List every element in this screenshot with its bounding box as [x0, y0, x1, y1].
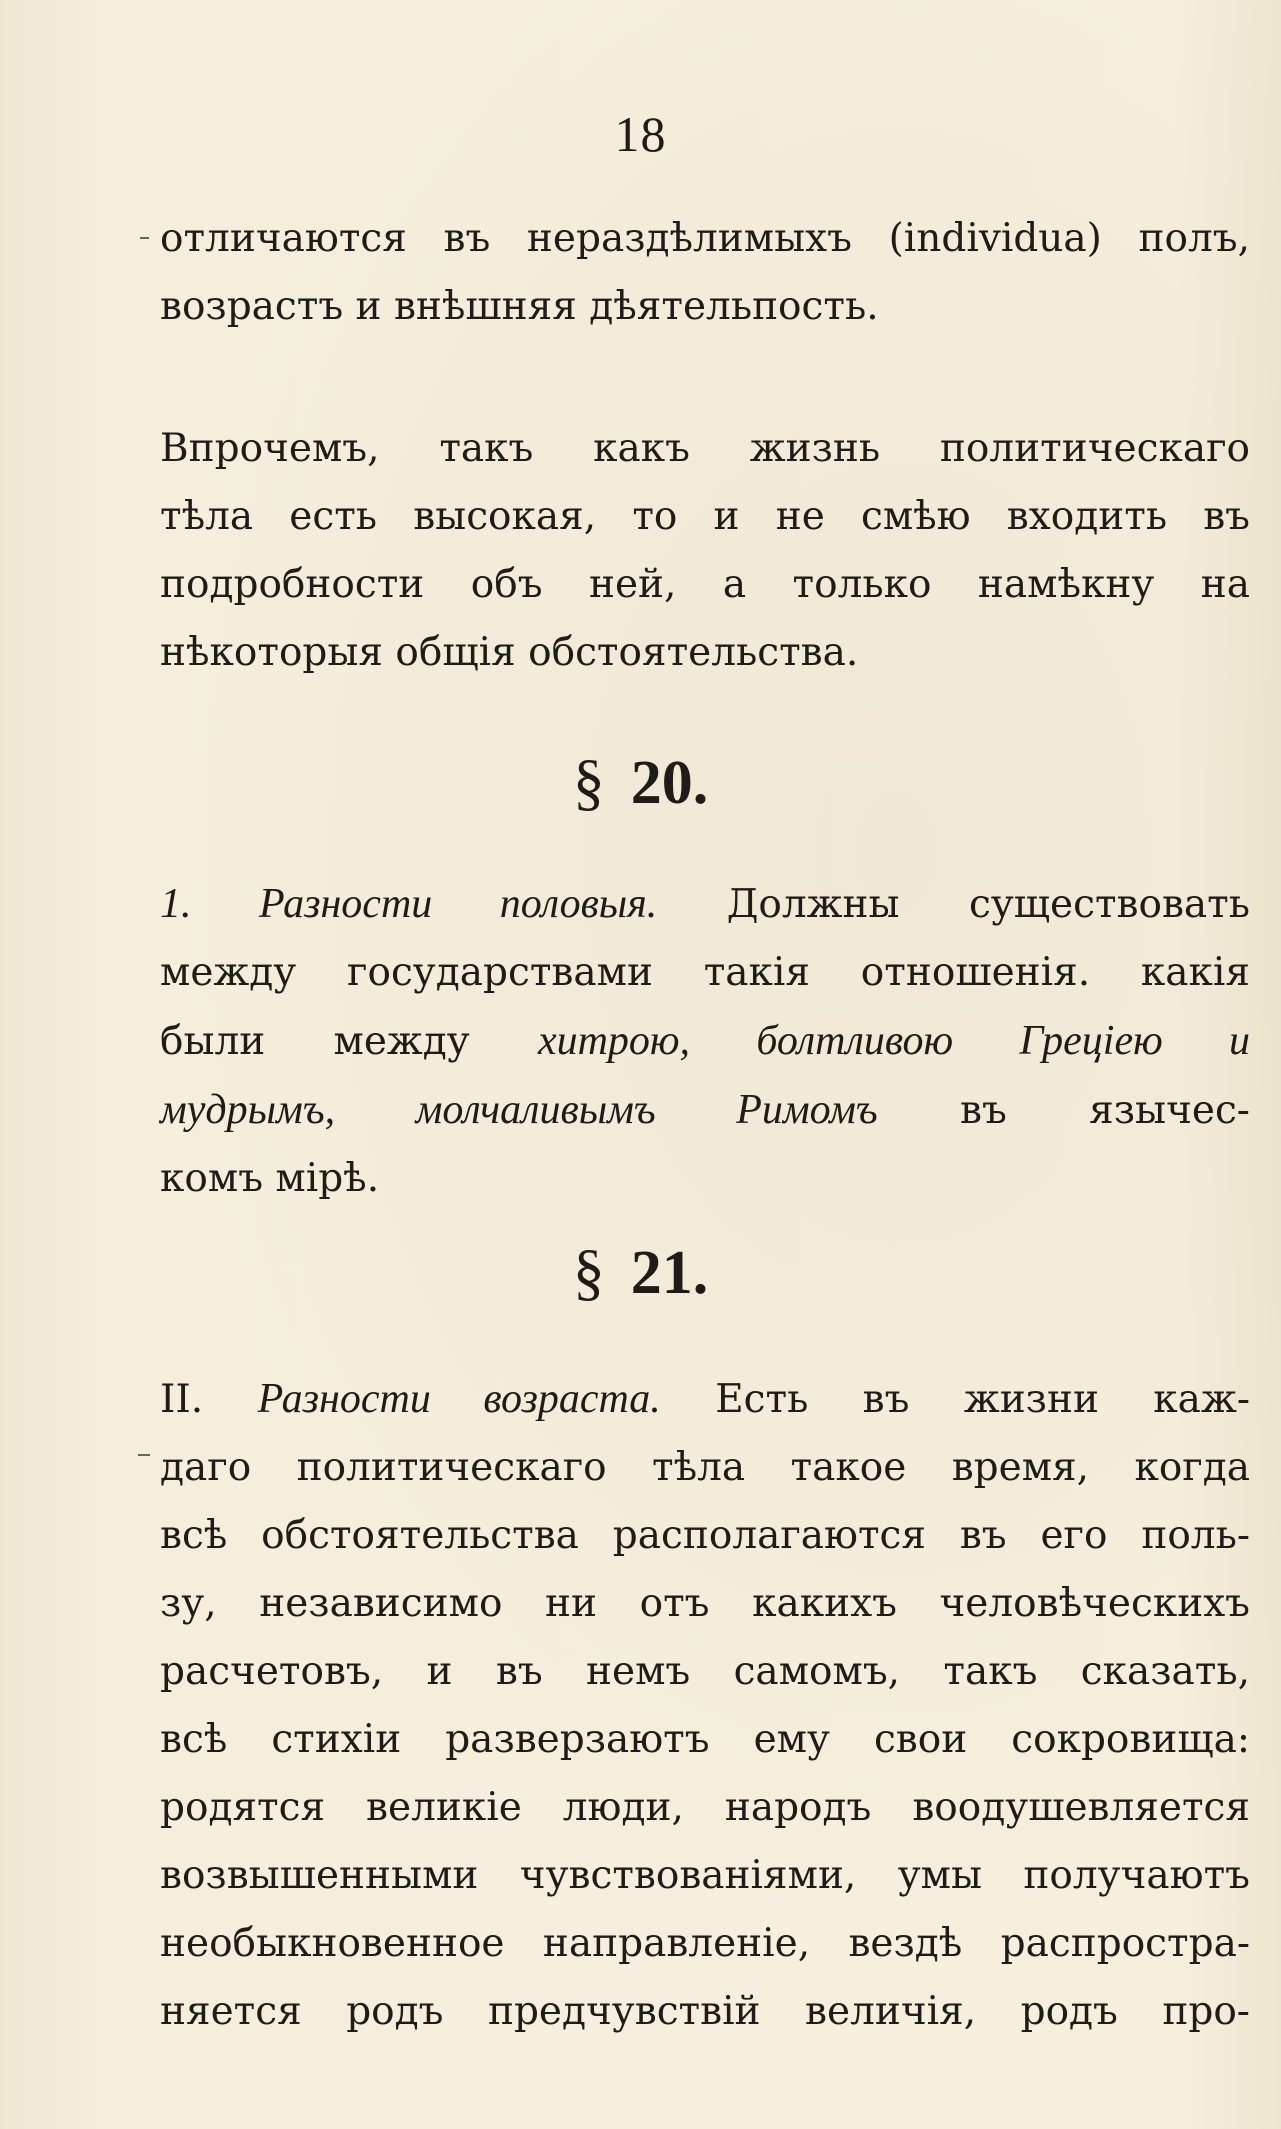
text-span: были между: [160, 1019, 470, 1064]
text-line: няется родъ предчувствій величія, родъ про-: [160, 1989, 1250, 2034]
text-span: Есть въ жизни каж-: [715, 1377, 1250, 1422]
text-line: подробности объ ней, а только намѣкну на: [160, 562, 1250, 607]
italic-heading: 1. Разности половыя.: [160, 881, 658, 927]
italic-heading: Разности возраста.: [257, 1376, 661, 1422]
italic-text: мудрымъ, молчаливымъ Римомъ: [160, 1087, 878, 1133]
text-line: комъ мірѣ.: [160, 1156, 380, 1201]
text-line: возрастъ и внѣшняя дѣятельпость.: [160, 284, 879, 329]
paragraph-2: [160, 415, 1250, 687]
text-line: родятся великіе люди, народъ воодушевляется: [160, 1785, 1250, 1830]
text-line: между государствами такія отношенія. какія: [160, 950, 1250, 995]
paragraph-4: [160, 1365, 1250, 2046]
section-number: 20.: [630, 749, 709, 817]
text-line: зу, независимо ни отъ какихъ человѣческихъ: [160, 1581, 1250, 1626]
text-line: [160, 1076, 1250, 1145]
paragraph-3: [160, 870, 1250, 1213]
section-sign: §: [572, 1236, 605, 1307]
text-line: отличаются въ нераздѣлимыхъ (individua) полъ,: [160, 216, 1250, 261]
text-line: Впрочемъ, такъ какъ жизнь политическаго: [160, 426, 1250, 471]
text-line: [160, 1365, 1250, 1434]
margin-mark: [138, 1454, 150, 1456]
text-line: необыкновенное направленіе, вездѣ распростра-: [160, 1921, 1250, 1966]
page-number: 18: [614, 106, 667, 162]
text-span: II.: [160, 1377, 204, 1422]
text-line: [160, 870, 1250, 939]
text-line: возвышенными чувствованіями, умы получаютъ: [160, 1853, 1250, 1898]
margin-mark: [140, 237, 149, 239]
section-heading-20: [0, 745, 1281, 819]
text-line: всѣ стихіи разверзаютъ ему свои сокровища:: [160, 1717, 1250, 1762]
section-heading-21: [0, 1235, 1281, 1309]
text-line: [160, 1007, 1250, 1076]
paragraph-1: [160, 205, 1250, 341]
text-line: даго политическаго тѣла такое время, когда: [160, 1445, 1250, 1490]
text-span: въ язычес-: [960, 1088, 1250, 1133]
section-sign: §: [572, 746, 605, 817]
text-line: тѣла есть высокая, то и не смѣю входить въ: [160, 494, 1250, 539]
text-line: всѣ обстоятельства располагаются въ его поль-: [160, 1513, 1250, 1558]
text-line: расчетовъ, и въ немъ самомъ, такъ сказать,: [160, 1649, 1250, 1694]
text-line: нѣкоторыя общія обстоятельства.: [160, 630, 859, 675]
italic-text: хитрою, болтливою Греціею и: [537, 1018, 1250, 1064]
section-number: 21.: [630, 1239, 709, 1307]
text-span: Должны существовать: [726, 882, 1250, 927]
